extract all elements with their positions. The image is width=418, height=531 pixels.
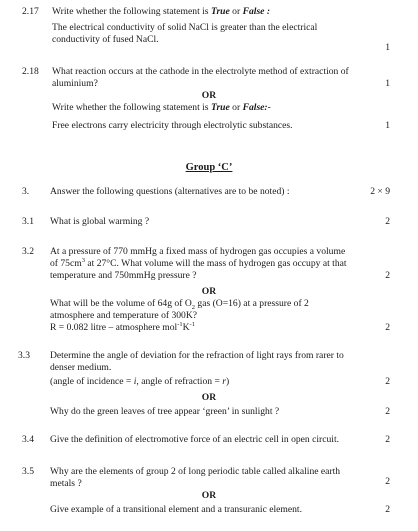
- alternative-body: [50, 298, 388, 334]
- question-line-2: denser medium.: [50, 362, 112, 373]
- question-body: [50, 246, 388, 282]
- question-line-2: metals ?: [50, 478, 82, 489]
- question-number: 2.18: [22, 66, 39, 77]
- question-number: 3.4: [22, 434, 34, 445]
- alt-line-3: R = 0.082 litre – atmosphere $mol^{-1}K^{-1}$: [50, 320, 195, 333]
- mark: 2: [385, 270, 390, 281]
- question-line-1: At a pressure of 770 mmHg a fixed mass of hydrogen gas occupies a volume: [50, 246, 346, 257]
- alternative-body: [50, 504, 388, 516]
- or-label: OR: [201, 392, 217, 403]
- question-line-2: of $75cm^3$ at 27°C. What volume will the mass of hydrogen gas occupy at that: [50, 256, 347, 269]
- group-title: Group ‘C’: [185, 162, 233, 173]
- question-body: [50, 216, 388, 228]
- false-word: False :: [242, 6, 271, 17]
- question-number: 3.5: [22, 466, 34, 477]
- statement-line-2: conductivity of fused NaCl.: [52, 34, 159, 45]
- question-line-2: aluminium?: [52, 78, 98, 89]
- mark: 2: [385, 376, 390, 387]
- question-number: 3.1: [22, 216, 34, 227]
- question-number: 2.17: [22, 6, 39, 17]
- question-number: 3.2: [22, 246, 34, 257]
- alt-line-2: atmosphere and temperature of 300K?: [50, 310, 198, 321]
- question-text: Answer the following questions (alternatives are to be noted) :: [50, 186, 290, 197]
- question-body: [50, 466, 388, 490]
- alternative-body: [50, 406, 388, 418]
- question-number: 3.: [22, 186, 30, 197]
- question-text: What is global warming ?: [50, 216, 150, 227]
- alt-line: Give example of a transitional element and a transuranic element.: [50, 504, 302, 515]
- question-body: [52, 6, 388, 46]
- question-line-3: (angle of incidence = i, angle of refraction = r): [50, 376, 230, 387]
- question-text: Give the definition of electromotive force of an electric cell in open circuit.: [50, 434, 340, 445]
- question-line-1: What reaction occurs at the cathode in the electrolyte method of extraction of: [52, 66, 349, 77]
- question-line-1: Determine the angle of deviation for the refraction of light rays from rarer to: [50, 350, 344, 361]
- true-word: True: [210, 6, 230, 17]
- true-word: True: [210, 102, 230, 113]
- mark: 2: [385, 406, 390, 417]
- question-line-3: temperature and 750mmHg pressure ?: [50, 270, 197, 281]
- question-body: [50, 186, 388, 198]
- mark: 1: [385, 78, 390, 89]
- instruction-line: Write whether the following statement is True or False :: [52, 6, 271, 17]
- or-label: OR: [201, 490, 217, 501]
- mark: 2: [385, 216, 390, 227]
- false-word: False:-: [242, 102, 271, 113]
- question-body: [52, 66, 388, 90]
- question-line-1: Why are the elements of group 2 of long periodic table called alkaline earth: [50, 466, 341, 477]
- mark: 2: [385, 476, 390, 487]
- mark: 1: [385, 42, 390, 53]
- statement-line: Free electrons carry electricity through electrolytic substances.: [52, 120, 293, 131]
- mark: 1: [385, 120, 390, 131]
- mark: 2 × 9: [370, 186, 390, 197]
- question-body: [50, 350, 388, 388]
- mark: 2: [385, 504, 390, 515]
- alt-line-1: What will be the volume of 64g of $O_2$ gas (O=16) at a pressure of 2: [50, 298, 309, 311]
- mark: 2: [385, 434, 390, 445]
- or-label: OR: [201, 90, 217, 101]
- or-label: OR: [201, 286, 217, 297]
- question-body: [50, 434, 388, 446]
- alt-line: Why do the green leaves of tree appear ‘green’ in sunlight ?: [50, 406, 280, 417]
- question-number: 3.3: [18, 350, 30, 361]
- statement-line-1: The electrical conductivity of solid NaCl is greater than the electrical: [52, 22, 318, 33]
- mark: 2: [385, 322, 390, 333]
- alternative-body: [52, 102, 388, 132]
- instruction-line: Write whether the following statement is True or False:-: [52, 102, 271, 113]
